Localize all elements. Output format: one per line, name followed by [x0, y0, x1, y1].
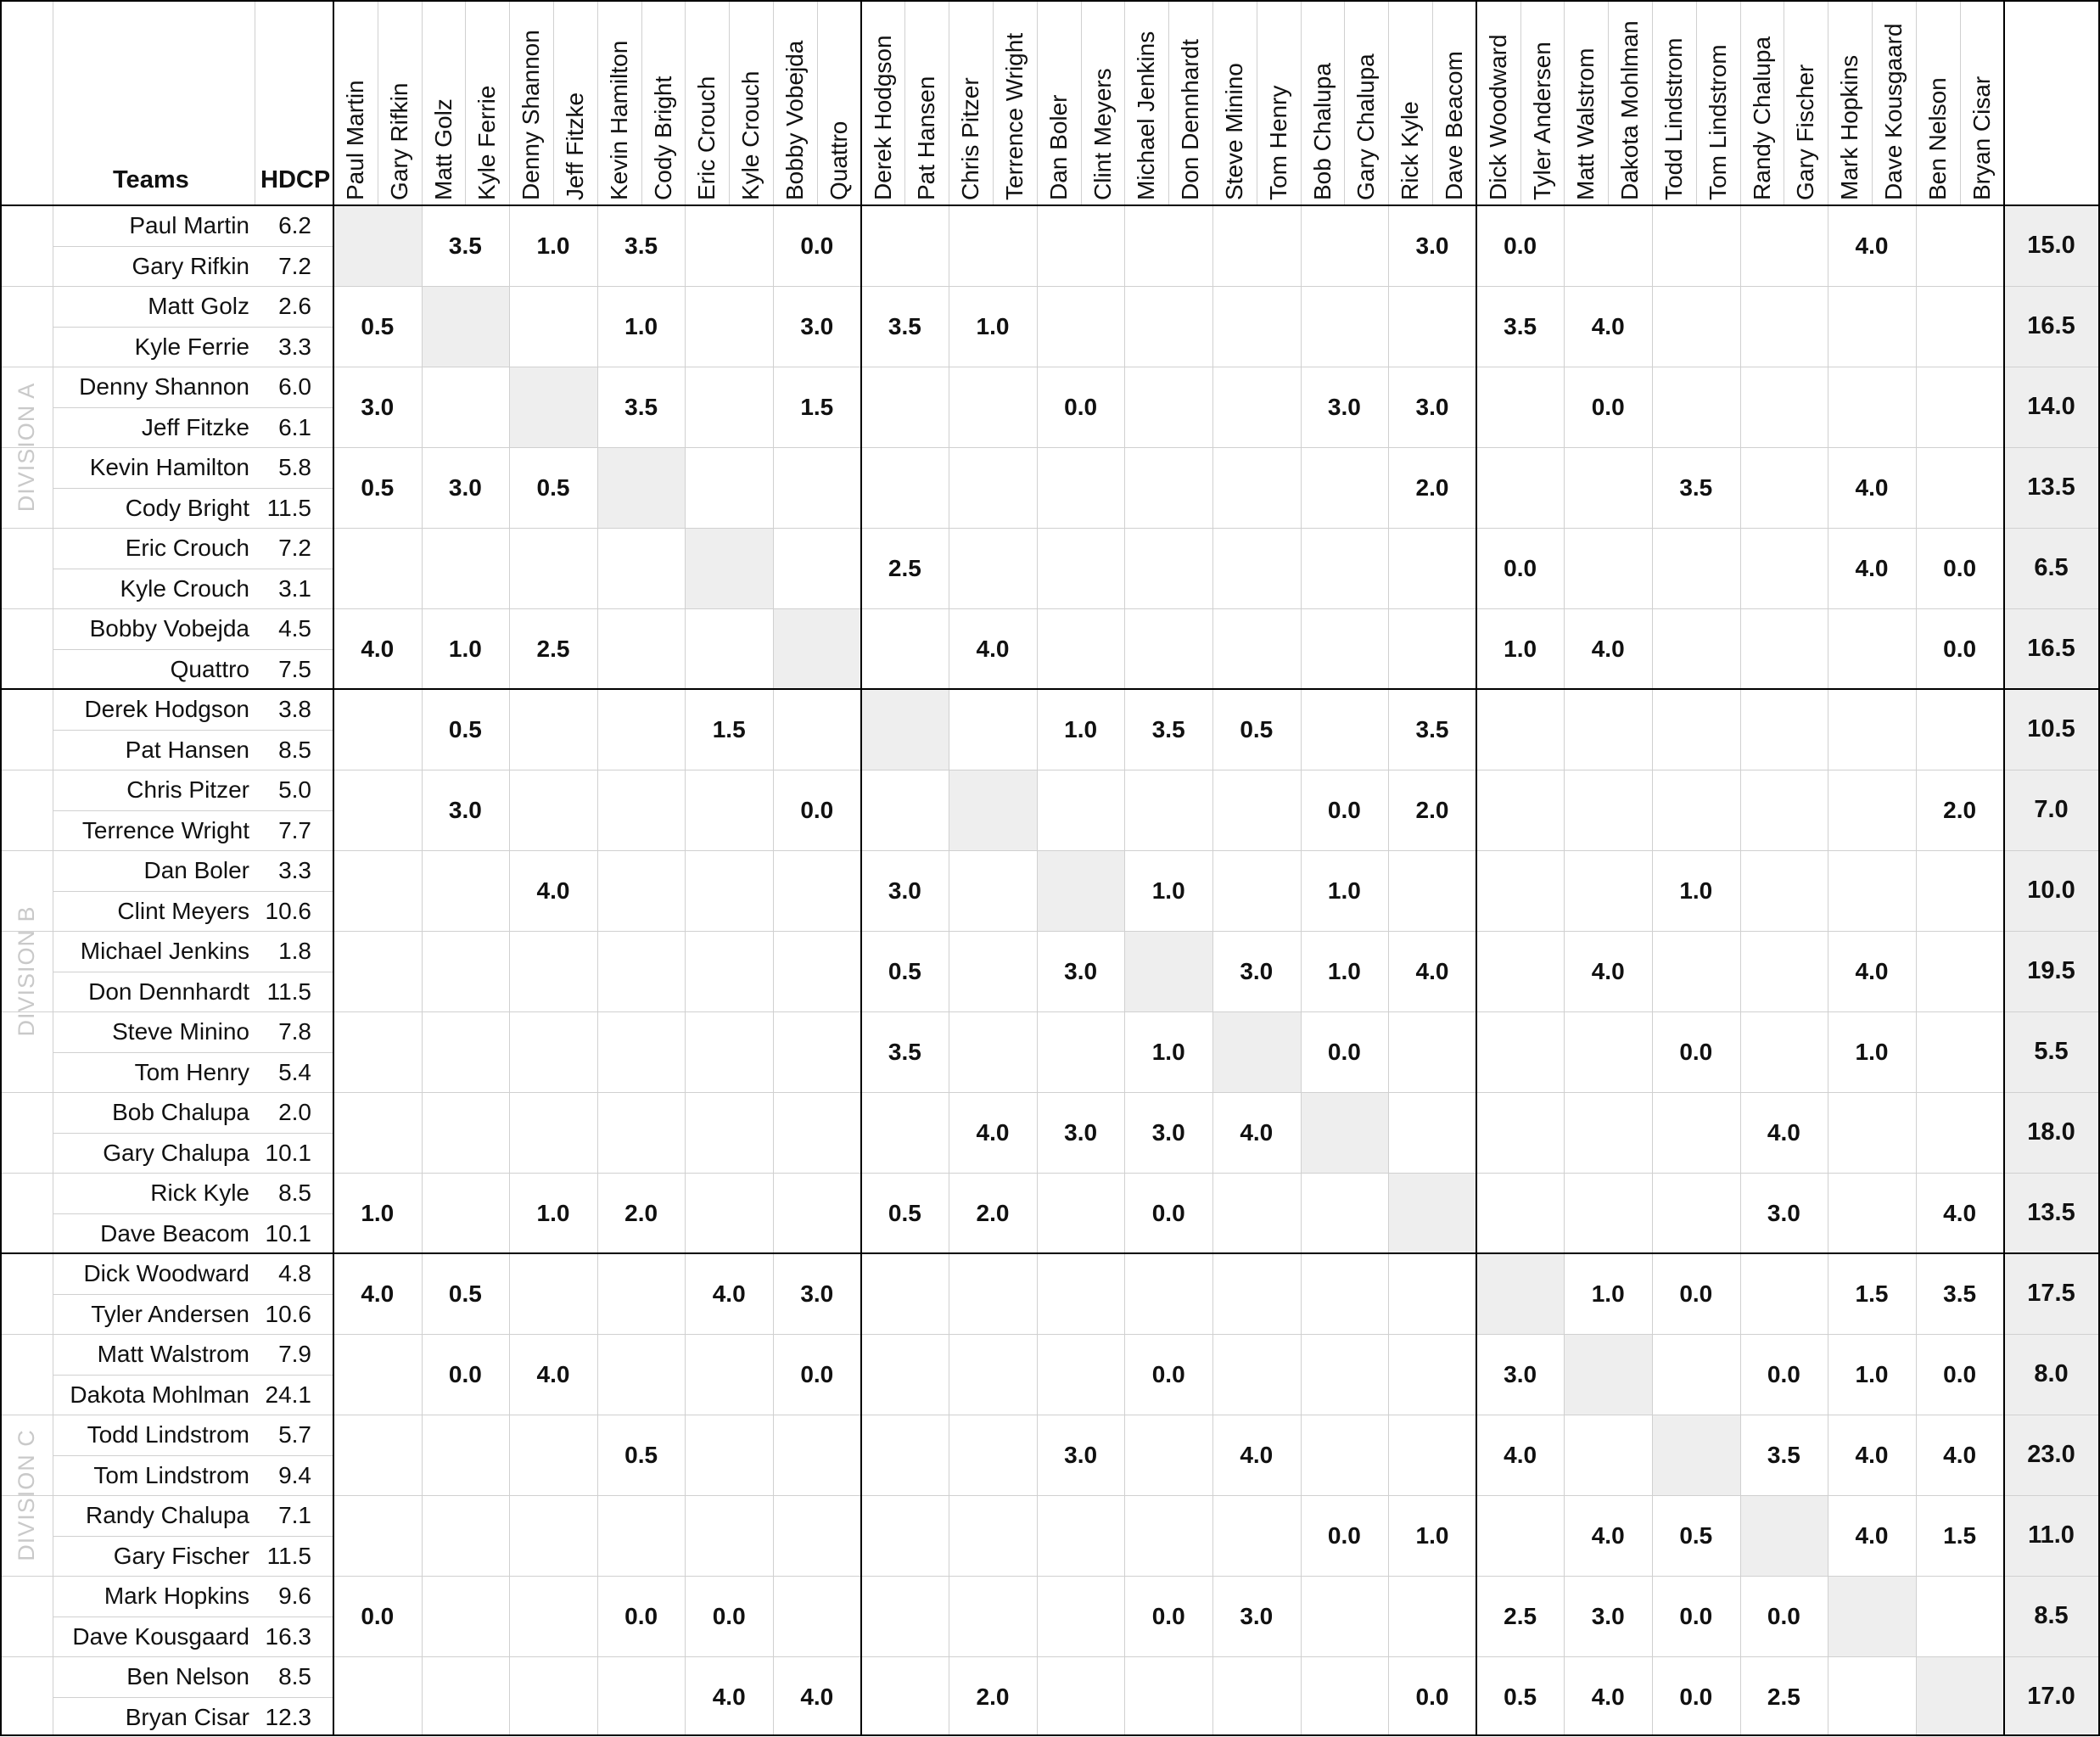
match-score: 4.0	[1828, 528, 1916, 608]
match-score: 0.0	[1476, 205, 1565, 286]
match-score: 4.0	[1564, 608, 1652, 689]
match-score: 3.0	[1388, 367, 1476, 447]
player-hdcp: 24.1	[255, 1375, 311, 1415]
player-hdcp: 7.2	[255, 528, 311, 569]
match-score: 0.0	[1740, 1576, 1828, 1656]
player-name: Kyle Crouch	[53, 569, 249, 609]
player-name: Paul Martin	[53, 205, 249, 246]
player-name: Tom Henry	[53, 1052, 249, 1093]
column-player-name: Tom Lindstrom	[1700, 44, 1737, 200]
match-score: 0.0	[1124, 1173, 1212, 1253]
match-score: 0.0	[333, 1576, 422, 1656]
player-name: Dave Kousgaard	[53, 1617, 249, 1657]
player-hdcp: 5.0	[255, 770, 311, 810]
division-label: DIVISION B	[10, 689, 42, 1253]
match-score: 4.0	[1212, 1415, 1301, 1495]
match-score: 4.0	[1564, 1495, 1652, 1576]
match-score: 3.5	[1652, 447, 1740, 528]
match-score: 1.0	[1564, 1253, 1652, 1334]
match-score: 3.5	[597, 367, 686, 447]
match-score: 1.0	[1476, 608, 1565, 689]
match-score: 2.0	[1916, 770, 2004, 850]
column-player-name: Bob Chalupa	[1304, 63, 1341, 200]
column-player-name: Jeff Fitzke	[557, 92, 594, 200]
match-score: 4.0	[1828, 931, 1916, 1011]
match-score: 3.5	[861, 286, 949, 367]
match-score: 4.0	[1828, 447, 1916, 528]
match-score: 1.0	[1301, 931, 1389, 1011]
match-score: 4.0	[773, 1656, 861, 1737]
column-player-name: Kevin Hamilton	[601, 41, 638, 200]
player-hdcp: 12.3	[255, 1697, 311, 1737]
player-hdcp: 2.0	[255, 1092, 311, 1133]
match-score: 0.0	[1476, 528, 1565, 608]
match-score: 0.0	[1037, 367, 1125, 447]
match-score: 4.0	[1212, 1092, 1301, 1173]
match-score: 0.0	[1301, 1495, 1389, 1576]
match-score: 0.0	[1740, 1334, 1828, 1415]
match-score: 3.0	[1212, 931, 1301, 1011]
player-name: Bobby Vobejda	[53, 608, 249, 649]
match-score: 3.0	[1564, 1576, 1652, 1656]
match-score: 0.5	[597, 1415, 686, 1495]
column-player-name: Dave Kousgaard	[1875, 23, 1912, 200]
player-name: Mark Hopkins	[53, 1576, 249, 1617]
column-player-name: Todd Lindstrom	[1655, 38, 1693, 200]
match-score: 0.0	[1652, 1253, 1740, 1334]
team-total: 16.5	[2004, 286, 2098, 367]
match-score: 4.0	[1388, 931, 1476, 1011]
match-score: 4.0	[1564, 286, 1652, 367]
player-hdcp: 7.9	[255, 1334, 311, 1375]
match-score: 3.5	[422, 205, 510, 286]
player-name: Quattro	[53, 649, 249, 690]
match-score: 2.0	[949, 1173, 1037, 1253]
match-score: 0.0	[1652, 1656, 1740, 1737]
player-hdcp: 4.8	[255, 1253, 311, 1294]
match-score: 3.5	[1388, 689, 1476, 770]
match-score: 4.0	[1828, 205, 1916, 286]
player-name: Kevin Hamilton	[53, 447, 249, 488]
player-hdcp: 8.5	[255, 1656, 311, 1697]
player-name: Rick Kyle	[53, 1173, 249, 1213]
team-total: 23.0	[2004, 1415, 2098, 1495]
player-name: Michael Jenkins	[53, 931, 249, 972]
match-score: 4.0	[1740, 1092, 1828, 1173]
column-player-name: Randy Chalupa	[1744, 36, 1781, 200]
match-score: 1.0	[1388, 1495, 1476, 1576]
match-score: 0.0	[773, 770, 861, 850]
column-player-name: Eric Crouch	[688, 76, 725, 200]
match-score: 2.0	[1388, 447, 1476, 528]
match-score: 0.0	[1652, 1011, 1740, 1092]
player-name: Tom Lindstrom	[53, 1455, 249, 1496]
match-score: 3.0	[422, 447, 510, 528]
match-score: 2.0	[597, 1173, 686, 1253]
player-hdcp: 7.2	[255, 246, 311, 287]
player-hdcp: 3.1	[255, 569, 311, 609]
match-score: 0.5	[422, 689, 510, 770]
match-score: 3.0	[422, 770, 510, 850]
player-hdcp: 6.2	[255, 205, 311, 246]
match-score: 3.5	[861, 1011, 949, 1092]
match-score: 0.5	[1212, 689, 1301, 770]
column-player-name: Don Dennhardt	[1172, 39, 1209, 200]
player-name: Matt Golz	[53, 286, 249, 327]
match-score: 1.0	[422, 608, 510, 689]
match-score: 0.0	[1652, 1576, 1740, 1656]
match-score: 3.0	[861, 850, 949, 931]
player-name: Kyle Ferrie	[53, 327, 249, 367]
match-score: 1.0	[1124, 1011, 1212, 1092]
match-score: 0.0	[773, 1334, 861, 1415]
column-player-name: Dick Woodward	[1480, 34, 1517, 200]
match-score: 2.0	[1388, 770, 1476, 850]
column-player-name: Gary Rifkin	[381, 83, 418, 200]
team-total: 6.5	[2004, 528, 2098, 608]
match-score: 1.0	[597, 286, 686, 367]
player-hdcp: 7.1	[255, 1495, 311, 1536]
column-player-name: Clint Meyers	[1084, 68, 1122, 200]
player-hdcp: 16.3	[255, 1617, 311, 1657]
match-score: 3.5	[597, 205, 686, 286]
column-player-name: Derek Hodgson	[865, 35, 902, 200]
match-score: 1.0	[509, 1173, 597, 1253]
header-border	[0, 205, 2098, 206]
match-score: 3.0	[1740, 1173, 1828, 1253]
match-score: 1.0	[1828, 1334, 1916, 1415]
player-name: Bob Chalupa	[53, 1092, 249, 1133]
match-score: 2.5	[1476, 1576, 1565, 1656]
team-total: 8.0	[2004, 1334, 2098, 1415]
match-score: 4.0	[1916, 1415, 2004, 1495]
team-total: 13.5	[2004, 447, 2098, 528]
match-score: 3.0	[1212, 1576, 1301, 1656]
player-name: Matt Walstrom	[53, 1334, 249, 1375]
team-total: 18.0	[2004, 1092, 2098, 1173]
column-player-name: Kyle Crouch	[732, 70, 770, 200]
player-hdcp: 10.6	[255, 1294, 311, 1335]
match-score: 0.5	[333, 286, 422, 367]
player-hdcp: 10.6	[255, 891, 311, 932]
match-score: 0.0	[1124, 1334, 1212, 1415]
player-name: Bryan Cisar	[53, 1697, 249, 1737]
player-hdcp: 4.5	[255, 608, 311, 649]
match-score: 3.0	[773, 286, 861, 367]
player-hdcp: 10.1	[255, 1133, 311, 1174]
match-score: 1.0	[949, 286, 1037, 367]
column-player-name: Gary Chalupa	[1347, 53, 1385, 200]
column-player-name: Mark Hopkins	[1831, 55, 1868, 200]
match-score: 3.5	[1124, 689, 1212, 770]
player-hdcp: 7.5	[255, 649, 311, 690]
team-total: 11.0	[2004, 1495, 2098, 1576]
player-hdcp: 3.3	[255, 850, 311, 891]
player-name: Pat Hansen	[53, 730, 249, 770]
team-total: 19.5	[2004, 931, 2098, 1011]
player-name: Gary Chalupa	[53, 1133, 249, 1174]
column-player-name: Pat Hansen	[908, 76, 945, 200]
player-hdcp: 5.8	[255, 447, 311, 488]
player-hdcp: 9.6	[255, 1576, 311, 1617]
match-score: 1.0	[509, 205, 597, 286]
match-score: 0.0	[597, 1576, 686, 1656]
player-hdcp: 5.4	[255, 1052, 311, 1093]
match-score: 3.5	[1476, 286, 1565, 367]
player-hdcp: 7.8	[255, 1011, 311, 1052]
match-score: 0.5	[509, 447, 597, 528]
grid-left-border	[333, 0, 334, 1734]
match-score: 1.5	[1916, 1495, 2004, 1576]
match-score: 0.0	[1388, 1656, 1476, 1737]
team-total: 16.5	[2004, 608, 2098, 689]
player-hdcp: 3.8	[255, 689, 311, 730]
player-hdcp: 11.5	[255, 972, 311, 1012]
match-score: 4.0	[949, 608, 1037, 689]
player-hdcp: 8.5	[255, 1173, 311, 1213]
column-player-name: Michael Jenkins	[1128, 31, 1165, 200]
column-player-name: Chris Pitzer	[952, 77, 989, 200]
match-score: 4.0	[1916, 1173, 2004, 1253]
team-total: 14.0	[2004, 367, 2098, 447]
match-score: 1.0	[1124, 850, 1212, 931]
player-hdcp: 9.4	[255, 1455, 311, 1496]
match-score: 3.0	[1037, 931, 1125, 1011]
player-name: Don Dennhardt	[53, 972, 249, 1012]
match-score: 2.0	[949, 1656, 1037, 1737]
player-name: Ben Nelson	[53, 1656, 249, 1697]
player-name: Gary Fischer	[53, 1536, 249, 1577]
match-score: 0.0	[1301, 770, 1389, 850]
player-name: Terrence Wright	[53, 810, 249, 851]
column-player-name: Paul Martin	[337, 80, 374, 200]
match-score: 1.0	[1652, 850, 1740, 931]
column-player-name: Kyle Ferrie	[468, 86, 506, 200]
match-score: 4.0	[1476, 1415, 1565, 1495]
player-name: Denny Shannon	[53, 367, 249, 407]
match-score: 1.0	[1037, 689, 1125, 770]
match-score: 0.0	[422, 1334, 510, 1415]
player-hdcp: 3.3	[255, 327, 311, 367]
match-score: 0.5	[1476, 1656, 1565, 1737]
player-hdcp: 6.1	[255, 407, 311, 448]
match-score: 4.0	[509, 1334, 597, 1415]
column-player-name: Dave Beacom	[1436, 51, 1473, 200]
match-score: 1.5	[1828, 1253, 1916, 1334]
team-total: 17.5	[2004, 1253, 2098, 1334]
match-score: 0.0	[1916, 608, 2004, 689]
team-total: 10.0	[2004, 850, 2098, 931]
match-score: 4.0	[1828, 1495, 1916, 1576]
column-player-name: Steve Minino	[1216, 63, 1253, 200]
match-score: 0.0	[1301, 1011, 1389, 1092]
match-score: 2.5	[509, 608, 597, 689]
player-hdcp: 11.5	[255, 488, 311, 529]
match-score: 4.0	[333, 1253, 422, 1334]
team-total: 7.0	[2004, 770, 2098, 850]
match-score: 3.0	[1301, 367, 1389, 447]
match-score: 4.0	[1564, 1656, 1652, 1737]
division-label: DIVISION C	[10, 1253, 42, 1737]
match-score: 0.5	[333, 447, 422, 528]
match-score: 4.0	[509, 850, 597, 931]
column-player-name: Rick Kyle	[1392, 101, 1429, 200]
player-name: Derek Hodgson	[53, 689, 249, 730]
match-score: 4.0	[949, 1092, 1037, 1173]
column-player-name: Tyler Andersen	[1524, 42, 1561, 200]
match-score: 0.0	[1564, 367, 1652, 447]
player-hdcp: 6.0	[255, 367, 311, 407]
match-score: 4.0	[1828, 1415, 1916, 1495]
column-player-name: Quattro	[820, 121, 858, 200]
match-score: 0.5	[1652, 1495, 1740, 1576]
match-score: 4.0	[1564, 931, 1652, 1011]
match-score: 1.0	[1828, 1011, 1916, 1092]
team-total: 15.0	[2004, 205, 2098, 286]
match-score: 2.5	[1740, 1656, 1828, 1737]
match-score: 0.5	[861, 931, 949, 1011]
column-player-name: Cody Bright	[645, 76, 682, 200]
match-score: 4.0	[333, 608, 422, 689]
column-player-name: Tom Henry	[1260, 86, 1297, 200]
match-score: 1.0	[1301, 850, 1389, 931]
team-total: 13.5	[2004, 1173, 2098, 1253]
column-player-name: Bryan Cisar	[1963, 76, 2001, 200]
match-score: 3.0	[1476, 1334, 1565, 1415]
column-player-name: Ben Nelson	[1919, 77, 1957, 200]
column-player-name: Dan Boler	[1040, 94, 1078, 200]
player-hdcp: 11.5	[255, 1536, 311, 1577]
player-name: Eric Crouch	[53, 528, 249, 569]
column-player-name: Terrence Wright	[996, 33, 1033, 200]
player-name: Cody Bright	[53, 488, 249, 529]
match-score: 1.0	[333, 1173, 422, 1253]
team-total: 17.0	[2004, 1656, 2098, 1737]
column-player-name: Matt Walstrom	[1567, 48, 1604, 200]
player-hdcp: 5.7	[255, 1415, 311, 1455]
match-score: 0.5	[861, 1173, 949, 1253]
player-name: Chris Pitzer	[53, 770, 249, 810]
match-score: 3.0	[333, 367, 422, 447]
column-player-name: Denny Shannon	[512, 30, 550, 200]
player-name: Dakota Mohlman	[53, 1375, 249, 1415]
player-name: Dave Beacom	[53, 1213, 249, 1254]
hdcp-header: HDCP	[260, 166, 330, 194]
match-score: 0.0	[685, 1576, 773, 1656]
team-total: 5.5	[2004, 1011, 2098, 1092]
player-hdcp: 8.5	[255, 730, 311, 770]
match-score: 3.0	[1037, 1415, 1125, 1495]
match-score: 4.0	[685, 1656, 773, 1737]
player-name: Gary Rifkin	[53, 246, 249, 287]
match-score: 4.0	[685, 1253, 773, 1334]
player-name: Clint Meyers	[53, 891, 249, 932]
player-name: Tyler Andersen	[53, 1294, 249, 1335]
match-score: 0.0	[1124, 1576, 1212, 1656]
column-player-name: Bobby Vobejda	[776, 41, 814, 200]
match-score: 0.0	[1916, 1334, 2004, 1415]
match-score: 3.0	[1388, 205, 1476, 286]
teams-header: Teams	[113, 166, 189, 194]
team-total: 10.5	[2004, 689, 2098, 770]
player-name: Jeff Fitzke	[53, 407, 249, 448]
player-hdcp: 7.7	[255, 810, 311, 851]
column-player-name: Gary Fischer	[1787, 64, 1824, 200]
match-score: 0.0	[773, 205, 861, 286]
column-player-name: Dakota Mohlman	[1611, 20, 1649, 200]
match-score: 0.5	[422, 1253, 510, 1334]
match-score: 1.5	[685, 689, 773, 770]
player-hdcp: 2.6	[255, 286, 311, 327]
player-hdcp: 10.1	[255, 1213, 311, 1254]
player-hdcp: 1.8	[255, 931, 311, 972]
match-score: 3.5	[1740, 1415, 1828, 1495]
player-name: Randy Chalupa	[53, 1495, 249, 1536]
match-score: 3.5	[1916, 1253, 2004, 1334]
team-total: 8.5	[2004, 1576, 2098, 1656]
match-score: 3.0	[773, 1253, 861, 1334]
match-score: 1.5	[773, 367, 861, 447]
column-player-name: Matt Golz	[425, 98, 462, 200]
player-name: Todd Lindstrom	[53, 1415, 249, 1455]
match-score: 0.0	[1916, 528, 2004, 608]
player-name: Dan Boler	[53, 850, 249, 891]
player-name: Steve Minino	[53, 1011, 249, 1052]
match-score: 3.0	[1037, 1092, 1125, 1173]
match-score: 3.0	[1124, 1092, 1212, 1173]
division-label: DIVISION A	[10, 205, 42, 689]
match-score: 2.5	[861, 528, 949, 608]
player-name: Dick Woodward	[53, 1253, 249, 1294]
